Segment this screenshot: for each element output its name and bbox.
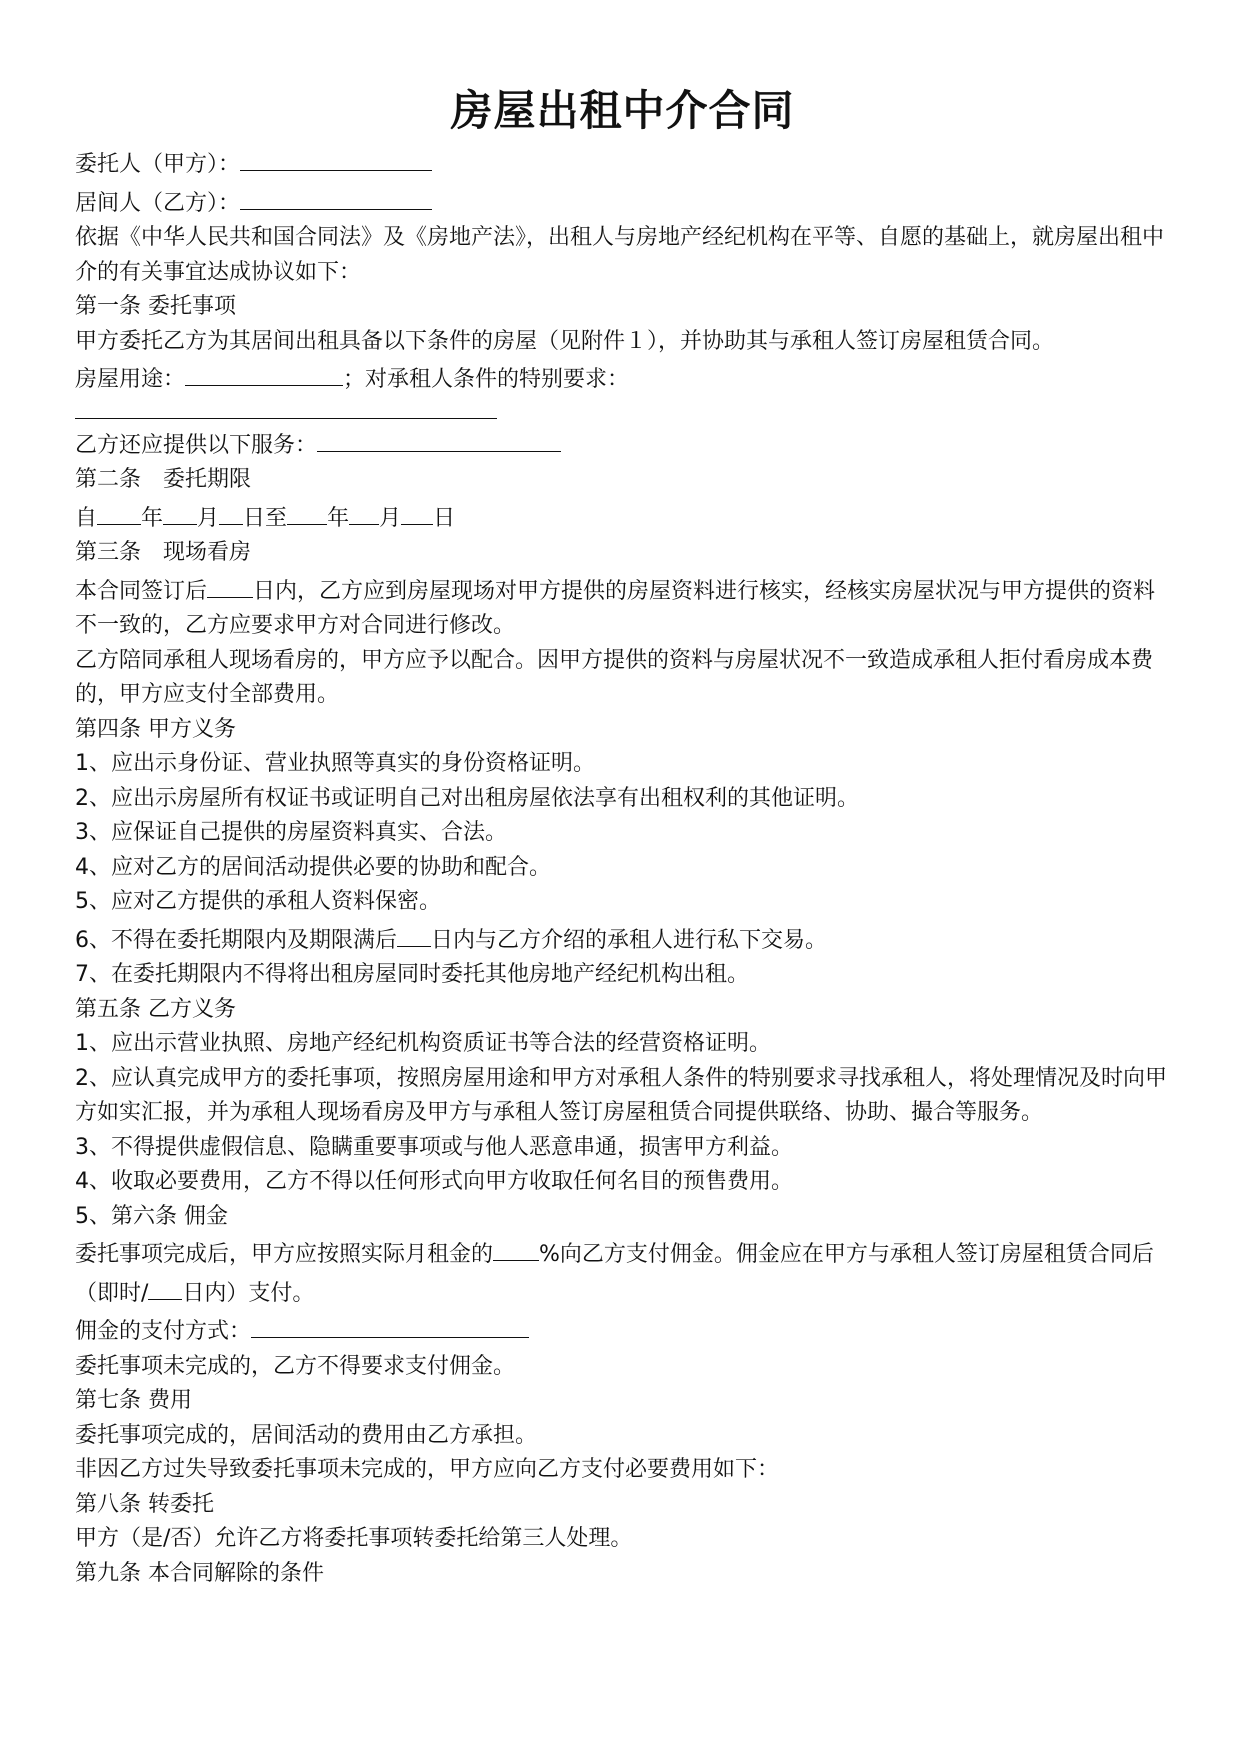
- term-line: 自 年 月 日至 年 月 日: [75, 498, 1170, 537]
- article-1-text: 甲方委托乙方为其居间出租具备以下条件的房屋（见附件１），并协助其与承租人签订房屋租赁合同。: [75, 328, 1055, 354]
- party-b-line: 居间人（乙方）：: [75, 183, 1170, 222]
- commission-note: 委托事项未完成的，乙方不得要求支付佣金。: [75, 1353, 516, 1379]
- payment-method-line: 佣金的支付方式：: [75, 1311, 1170, 1350]
- private-deal-days-blank[interactable]: [397, 920, 431, 947]
- party-b-duty-2: 2、应认真完成甲方的委托事项，按照房屋用途和甲方对承租人条件的特别要求寻找承租人，将处理情况及时向甲方如实汇报，并为承租人现场看房及甲方与承租人签订房屋租赁合同提供联络、协助、撮合等服务。: [75, 1065, 1168, 1125]
- start-day-blank[interactable]: [219, 498, 243, 525]
- party-a-blank[interactable]: [240, 144, 432, 171]
- house-use-blank[interactable]: [185, 359, 343, 386]
- article-1-heading: 第一条 委托事项: [75, 294, 236, 319]
- article-2-heading: 第二条 委托期限: [75, 467, 252, 492]
- inspection-days-blank[interactable]: [207, 571, 253, 598]
- commission-percent-blank[interactable]: [493, 1234, 539, 1261]
- commission-para: 委托事项完成后，甲方应按照实际月租金的 %向乙方支付佣金。佣金应在甲方与承租人签订房屋租赁合同后（即时/ 日内）支付。: [75, 1234, 1170, 1311]
- party-a-duty-7: 7、在委托期限内不得将出租房屋同时委托其他房地产经纪机构出租。: [75, 962, 749, 987]
- tenant-requirements-blank[interactable]: [75, 398, 497, 419]
- page-title: 房屋出租中介合同: [450, 86, 795, 135]
- start-month-blank[interactable]: [163, 498, 197, 525]
- party-a-duty-6: 6、不得在委托期限内及期限满后 日内与乙方介绍的承租人进行私下交易。: [75, 920, 1170, 959]
- end-year-blank[interactable]: [287, 498, 327, 525]
- article-8-heading: 第八条 转委托: [75, 1491, 214, 1517]
- party-b-duty-4: 4、收取必要费用，乙方不得以任何形式向甲方收取任何名目的预售费用。: [75, 1169, 793, 1194]
- party-a-line: 委托人（甲方）：: [75, 144, 1170, 183]
- party-a-duty-4: 4、应对乙方的居间活动提供必要的协助和配合。: [75, 854, 551, 880]
- article-6-heading: 5、第六条 佣金: [75, 1203, 228, 1229]
- house-use-line: 房屋用途： ；对承租人条件的特别要求：: [75, 359, 1170, 398]
- party-b-blank[interactable]: [240, 183, 432, 210]
- payment-method-blank[interactable]: [251, 1311, 529, 1338]
- expenses-para-2: 非因乙方过失导致委托事项未完成的，甲方应向乙方支付必要费用如下：: [75, 1457, 780, 1482]
- end-month-blank[interactable]: [349, 498, 379, 525]
- article-9-heading: 第九条 本合同解除的条件: [75, 1560, 324, 1586]
- article-3-heading: 第三条 现场看房: [75, 540, 252, 565]
- article-5-heading: 第五条 乙方义务: [75, 996, 236, 1022]
- start-year-blank[interactable]: [97, 498, 141, 525]
- inspection-para-2: 乙方陪同承租人现场看房的，甲方应予以配合。因甲方提供的资料与房屋状况不一致造成承租人拒付看房成本费的，甲方应支付全部费用。: [75, 647, 1154, 707]
- end-day-blank[interactable]: [401, 498, 433, 525]
- party-a-duty-5: 5、应对乙方提供的承租人资料保密。: [75, 889, 441, 914]
- article-4-heading: 第四条 甲方义务: [75, 716, 236, 742]
- party-a-duty-2: 2、应出示房屋所有权证书或证明自己对出租房屋依法享有出租权利的其他证明。: [75, 785, 859, 811]
- preamble: 依据《中华人民共和国合同法》及《房地产法》，出租人与房地产经纪机构在平等、自愿的基础上，就房屋出租中介的有关事宜达成协议如下：: [75, 225, 1165, 285]
- commission-days-blank[interactable]: [148, 1273, 182, 1300]
- sub-delegation-para: 甲方（是/否）允许乙方将委托事项转委托给第三人处理。: [75, 1526, 633, 1551]
- inspection-para-1: 本合同签订后 日内，乙方应到房屋现场对甲方提供的房屋资料进行核实，经核实房屋状况与甲方提供的资料不一致的，乙方应要求甲方对合同进行修改。: [75, 571, 1170, 644]
- party-a-duty-1: 1、应出示身份证、营业执照等真实的身份资格证明。: [75, 751, 595, 776]
- expenses-para-1: 委托事项完成的，居间活动的费用由乙方承担。: [75, 1422, 538, 1448]
- party-a-duty-3: 3、应保证自己提供的房屋资料真实、合法。: [75, 820, 507, 845]
- article-7-heading: 第七条 费用: [75, 1388, 192, 1413]
- party-b-duty-1: 1、应出示营业执照、房地产经纪机构资质证书等合法的经营资格证明。: [75, 1031, 771, 1056]
- extra-services-blank[interactable]: [317, 425, 561, 452]
- extra-services-line: 乙方还应提供以下服务：: [75, 425, 1170, 464]
- party-b-duty-3: 3、不得提供虚假信息、隐瞒重要事项或与他人恶意串通，损害甲方利益。: [75, 1134, 793, 1160]
